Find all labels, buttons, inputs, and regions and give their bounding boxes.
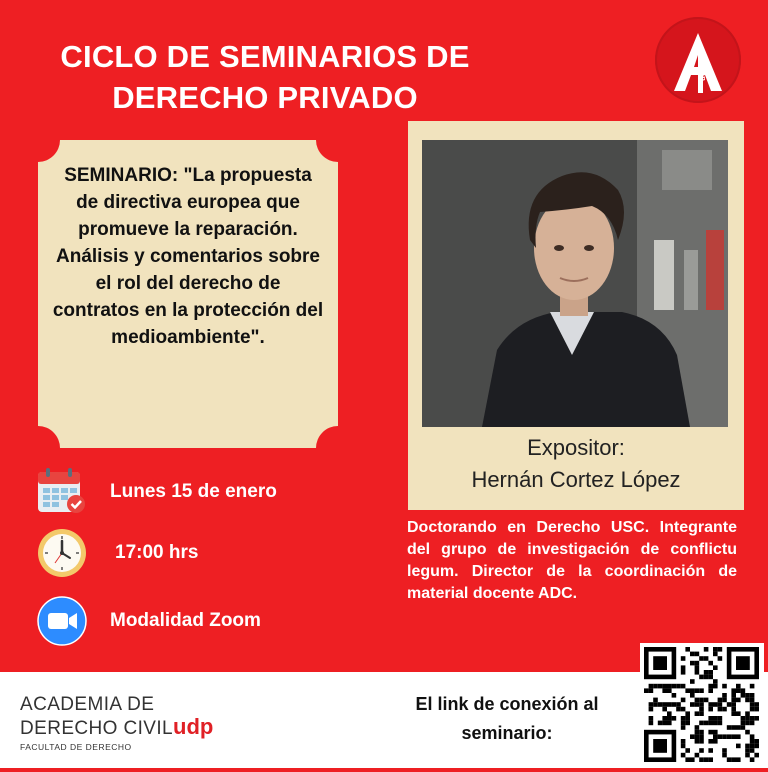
connection-link-text (382, 690, 632, 748)
zoom-icon (36, 595, 88, 647)
expositor-label: Expositor: (527, 435, 625, 460)
seminar-description-box (38, 140, 338, 448)
seminar-title: SEMINARIO: "La propuesta de directiva europea que promueve la reparación. Análisis y comentarios sobre el rol del derecho de contratos en la protección del medioambiente". (52, 165, 324, 348)
time-row (36, 527, 336, 579)
academy-name-line-2 (20, 716, 213, 740)
academy-faculty: FACULTAD DE DERECHO (20, 742, 132, 752)
modality-text: Modalidad Zoom (110, 610, 261, 631)
modality-row (36, 595, 336, 647)
page-title (40, 36, 490, 118)
link-text-line-2: seminario: (461, 723, 553, 743)
qr-code-icon[interactable] (640, 643, 764, 767)
speaker-name: Hernán Cortez López (471, 467, 681, 492)
clock-icon (36, 527, 88, 579)
speaker-photo (422, 140, 728, 427)
date-text: Lunes 15 de enero (110, 481, 277, 502)
calendar-icon (36, 466, 88, 518)
academy-brand: udp (173, 714, 214, 739)
title-line-2: DERECHO PRIVADO (112, 80, 418, 115)
speaker-panel (408, 121, 744, 510)
speaker-bio: Doctorando en Derecho USC. Integrante del grupo de investigación de conflictu legum. Director de la coordinación de material docente ADC. (407, 519, 737, 602)
svg-text:udp: udp (698, 66, 707, 81)
link-text-line-1: El link de conexión al (415, 694, 599, 714)
academy-logo (20, 694, 213, 752)
academy-name-line-1: ACADEMIA DE (20, 694, 155, 715)
academy-name-text: DERECHO CIVIL (20, 718, 174, 739)
title-line-1: CICLO DE SEMINARIOS DE (60, 39, 470, 74)
date-row (36, 466, 336, 518)
udp-logo-icon (655, 17, 741, 103)
time-text: 17:00 hrs (115, 542, 199, 563)
